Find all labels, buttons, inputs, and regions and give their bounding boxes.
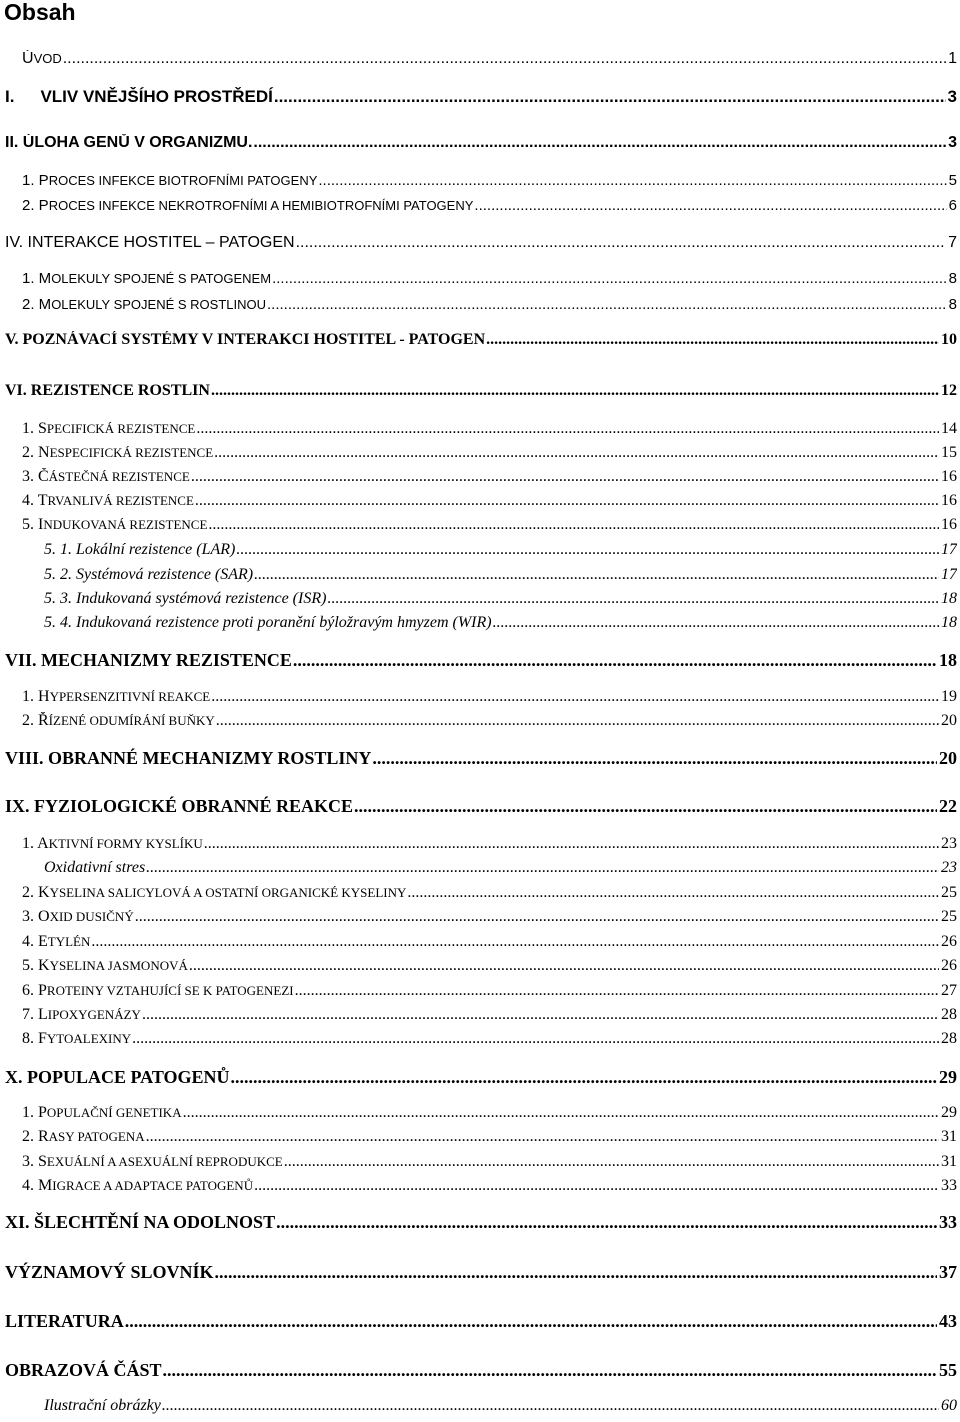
toc-entry-smallcaps: RVANLIVÁ REZISTENCE — [47, 493, 194, 508]
dot-leader — [182, 1104, 939, 1122]
toc-page-number: 55 — [939, 1360, 957, 1380]
dot-leader — [134, 908, 939, 926]
dot-leader — [145, 1128, 939, 1146]
toc-entry-section[interactable] — [22, 884, 957, 902]
toc-entry-initial: 1. P — [22, 1104, 47, 1121]
toc-entry-initial: 6. P — [22, 982, 47, 999]
toc-page-number: 8 — [948, 296, 957, 313]
toc-page-number: 16 — [941, 516, 957, 533]
toc-entry-smallcaps: XID DUSIČNÝ — [49, 909, 134, 924]
toc-page-number: 26 — [941, 957, 957, 974]
toc-page-number: 29 — [939, 1067, 957, 1087]
dot-leader — [190, 468, 939, 486]
toc-entry-smallcaps: ROTEINY VZTAHUJÍCÍ SE K PATOGENEZI — [46, 983, 294, 998]
toc-entry-initial: 2. K — [22, 884, 50, 901]
toc-entry-smallcaps: IGRACE A ADAPTACE PATOGENŮ — [52, 1178, 254, 1193]
toc-entry-subsection[interactable] — [44, 859, 957, 877]
dot-leader — [485, 331, 939, 349]
toc-entry-smallcaps: ROCES INFEKCE BIOTROFNÍMI PATOGENY — [48, 173, 318, 188]
toc-page-number: 18 — [941, 590, 957, 607]
dot-leader — [492, 614, 939, 632]
dot-leader — [275, 1212, 937, 1233]
toc-entry-smallcaps: OLEKULY SPOJENÉ S ROSTLINOU — [51, 297, 266, 312]
toc-entry-smallcaps: KTIVNÍ FORMY KYSLÍKU — [48, 836, 203, 851]
toc-page-number: 7 — [948, 234, 957, 251]
toc-entry-section[interactable] — [22, 712, 957, 730]
toc-entry-smallcaps: YSELINA SALICYLOVÁ A OSTATNÍ ORGANICKÉ KYSELINY — [49, 885, 407, 900]
dot-leader — [253, 1177, 939, 1195]
toc-subsection-title: 5. 4. Indukovaná rezistence proti poranění býložravým hmyzem (WIR) — [44, 614, 492, 631]
toc-entry-chapter-7[interactable] — [5, 650, 957, 671]
toc-page-number: 31 — [941, 1128, 957, 1145]
toc-entry-section[interactable] — [22, 1153, 957, 1171]
toc-chapter-title: VII. MECHANIZMY REZISTENCE — [5, 650, 292, 670]
toc-page-number: 20 — [939, 748, 957, 768]
toc-entry-initial: 1. M — [22, 270, 52, 287]
toc-page-number: 25 — [941, 884, 957, 901]
dot-leader — [473, 197, 946, 214]
toc-entry-subsection[interactable] — [44, 541, 957, 559]
toc-entry-initial: 4. M — [22, 1177, 53, 1194]
toc-entry-section[interactable] — [22, 270, 957, 287]
toc-chapter-title: OBRAZOVÁ ČÁST — [5, 1360, 162, 1380]
toc-entry-subsection[interactable] — [44, 590, 957, 608]
dot-leader — [141, 1006, 939, 1024]
toc-page-number: 18 — [939, 650, 957, 670]
toc-entry-initial: 3. O — [22, 908, 50, 925]
toc-page-number: 8 — [948, 270, 957, 287]
toc-chapter-title: IX. FYZIOLOGICKÉ OBRANNÉ REAKCE — [5, 796, 354, 816]
toc-page-number: 16 — [941, 492, 957, 509]
toc-entry-initial: 2. R — [22, 1128, 49, 1145]
toc-entry-chapter-5[interactable] — [5, 331, 957, 349]
toc-entry-section[interactable] — [22, 1006, 957, 1024]
toc-page-number: 23 — [941, 859, 957, 876]
dot-leader — [207, 516, 939, 534]
dot-leader — [145, 859, 939, 877]
toc-page-number: 5 — [948, 172, 957, 189]
dot-leader — [317, 172, 946, 189]
toc-entry-chapter-2[interactable] — [5, 134, 957, 152]
toc-chapter-title: X. POPULACE PATOGENŮ — [5, 1067, 230, 1087]
toc-chapter-title: VÝZNAMOVÝ SLOVNÍK — [5, 1262, 214, 1282]
toc-page-number: 19 — [941, 688, 957, 705]
toc-entry-smallcaps: ROCES INFEKCE NEKROTROFNÍMI A HEMIBIOTROFNÍMI PATOGENY — [48, 198, 474, 213]
toc-subsection-title: 5. 3. Indukovaná systémová rezistence (ISR) — [44, 590, 327, 607]
dot-leader — [194, 492, 939, 510]
toc-chapter-title: XI. ŠLECHTĚNÍ NA ODOLNOST — [5, 1212, 276, 1232]
toc-entry-section[interactable] — [22, 444, 957, 462]
toc-entry-initial: 1. P — [22, 172, 49, 189]
dot-leader — [124, 1311, 937, 1332]
toc-entry-initial: 2. Ř — [22, 712, 49, 729]
toc-page-number: 22 — [939, 796, 957, 816]
toc-entry-initial: 2. N — [22, 444, 50, 461]
toc-page-number: 14 — [941, 420, 957, 437]
dot-leader — [188, 957, 939, 975]
toc-page-number: 3 — [947, 87, 957, 106]
toc-entry-section[interactable] — [22, 1128, 957, 1146]
dot-leader — [253, 566, 939, 584]
dot-leader — [294, 982, 939, 1000]
toc-page-number: 18 — [941, 614, 957, 631]
toc-entry-chapter-4[interactable] — [5, 234, 957, 252]
toc-entry-smallcaps: PECIFICKÁ REZISTENCE — [46, 421, 196, 436]
dot-leader — [266, 296, 947, 313]
toc-entry-initial: 3. Č — [22, 468, 49, 485]
toc-page-number: 33 — [939, 1212, 957, 1232]
toc-entry-smallcaps: TYLÉN — [47, 934, 91, 949]
toc-entry-section[interactable] — [22, 688, 957, 706]
toc-entry-initial: 4. T — [22, 492, 48, 509]
toc-subsection-title: Oxidativní stres — [44, 859, 146, 876]
toc-entry-initial: 2. M — [22, 296, 52, 313]
dot-leader — [230, 1067, 937, 1088]
toc-entry-section[interactable] — [22, 420, 957, 438]
toc-page-number: 28 — [941, 1006, 957, 1023]
toc-entry-chapter-10[interactable] — [5, 1067, 957, 1088]
dot-leader — [295, 234, 947, 252]
toc-subsection-title: 5. 2. Systémová rezistence (SAR) — [44, 566, 254, 583]
dot-leader — [161, 1397, 939, 1415]
toc-page-number: 29 — [941, 1104, 957, 1121]
toc-page-number: 1 — [948, 50, 957, 67]
toc-entry-smallcaps: OPULAČNÍ GENETIKA — [46, 1105, 182, 1120]
dot-leader — [271, 270, 947, 287]
toc-page-number: 17 — [941, 541, 957, 558]
toc-entry-subsection[interactable] — [44, 1397, 957, 1415]
dot-leader — [353, 796, 937, 817]
dot-leader — [273, 87, 946, 107]
toc-entry-section[interactable] — [22, 1177, 957, 1195]
toc-entry-section[interactable] — [22, 982, 957, 1000]
toc-page-number: 60 — [941, 1397, 957, 1414]
toc-page-number: 17 — [941, 566, 957, 583]
toc-entry-literature[interactable] — [5, 1311, 957, 1332]
toc-entry-section[interactable] — [22, 296, 957, 313]
dot-leader — [252, 134, 946, 152]
dot-leader — [62, 50, 946, 68]
toc-entry-chapter-11[interactable] — [5, 1212, 957, 1233]
toc-subsection-title: Ilustrační obrázky — [44, 1397, 161, 1414]
toc-entry-chapter-8[interactable] — [5, 748, 957, 769]
toc-page-number: 33 — [941, 1177, 957, 1194]
dot-leader — [371, 748, 937, 769]
toc-entry-smallcaps: EXUÁLNÍ A ASEXUÁLNÍ REPRODUKCE — [46, 1154, 283, 1169]
toc-entry-initial: 1. H — [22, 688, 50, 705]
toc-page-number: 31 — [941, 1153, 957, 1170]
toc-entry-initial: Ú — [22, 50, 34, 67]
toc-page-number: 10 — [941, 331, 957, 348]
toc-page-number: 43 — [939, 1311, 957, 1331]
toc-entry-smallcaps: YSELINA JASMONOVÁ — [49, 958, 188, 973]
toc-chapter-title: IV. INTERAKCE HOSTITEL – PATOGEN — [5, 234, 295, 251]
toc-entry-smallcaps: ÁSTEČNÁ REZISTENCE — [48, 469, 190, 484]
toc-chapter-title: V. POZNÁVACÍ SYSTÉMY V INTERAKCI HOSTITEL - PATOGEN — [5, 331, 486, 348]
toc-entry-initial: 4. E — [22, 933, 48, 950]
toc-entry-chapter-9[interactable] — [5, 796, 957, 817]
toc-page-number: 16 — [941, 468, 957, 485]
toc-page-number: 20 — [941, 712, 957, 729]
toc-entry-smallcaps: IPOXYGENÁZY — [47, 1007, 141, 1022]
toc-page-number: 15 — [941, 444, 957, 461]
toc-entry-section[interactable] — [22, 492, 957, 510]
toc-entry-initial: 3. S — [22, 1153, 47, 1170]
toc-page-number: 25 — [941, 908, 957, 925]
toc-entry-smallcaps: VOD — [33, 51, 62, 66]
toc-page-number: 12 — [941, 382, 957, 399]
dot-leader — [195, 420, 939, 438]
toc-entry-section[interactable] — [22, 172, 957, 189]
toc-chapter-title: VIII. OBRANNÉ MECHANIZMY ROSTLINY — [5, 748, 372, 768]
toc-subsection-title: 5. 1. Lokální rezistence (LAR) — [44, 541, 236, 558]
toc-entry-initial: 7. L — [22, 1006, 48, 1023]
toc-chapter-number: I. — [5, 87, 15, 106]
toc-entry-smallcaps: OLEKULY SPOJENÉ S PATOGENEM — [51, 271, 272, 286]
dot-leader — [214, 1262, 937, 1283]
dot-leader — [406, 884, 939, 902]
toc-entry-subsection[interactable] — [44, 614, 957, 632]
toc-entry-initial: 1. A — [22, 835, 49, 852]
toc-page-number: 6 — [948, 197, 957, 214]
toc-entry-smallcaps: ÍZENÉ ODUMÍRÁNÍ BUŇKY — [48, 713, 215, 728]
dot-leader — [213, 444, 939, 462]
toc-entry-section[interactable] — [22, 516, 957, 534]
dot-leader — [326, 590, 939, 608]
toc-entry-smallcaps: YPERSENZITIVNÍ REAKCE — [49, 689, 211, 704]
dot-leader — [210, 688, 939, 706]
toc-page-number: 28 — [941, 1030, 957, 1047]
toc-page-number: 27 — [941, 982, 957, 999]
toc-entry-smallcaps: YTOALEXINY — [46, 1031, 132, 1046]
dot-leader — [90, 933, 939, 951]
toc-entry-section[interactable] — [22, 908, 957, 926]
toc-entry-section[interactable] — [22, 1030, 957, 1048]
toc-entry-section[interactable] — [22, 933, 957, 951]
toc-entry-section[interactable] — [22, 957, 957, 975]
toc-page-number: 23 — [941, 835, 957, 852]
toc-page-number: 3 — [948, 134, 957, 151]
toc-entry-smallcaps: NDUKOVANÁ REZISTENCE — [43, 517, 208, 532]
toc-chapter-title: VLIV VNĚJŠÍHO PROSTŘEDÍ — [40, 87, 273, 106]
toc-page-number: 37 — [939, 1262, 957, 1282]
toc-entry-glossary[interactable] — [5, 1262, 957, 1283]
dot-leader — [162, 1360, 937, 1381]
toc-entry-initial: 8. F — [22, 1030, 47, 1047]
toc-entry-subsection[interactable] — [44, 566, 957, 584]
dot-leader — [210, 382, 939, 400]
toc-entry-section[interactable] — [22, 468, 957, 486]
dot-leader — [203, 835, 939, 853]
dot-leader — [292, 650, 937, 671]
toc-chapter-title: VI. REZISTENCE ROSTLIN — [5, 382, 210, 399]
toc-entry-initial: 5. K — [22, 957, 50, 974]
dot-leader — [215, 712, 939, 730]
toc-entry-chapter-1[interactable] — [5, 87, 957, 107]
toc-entry-smallcaps: ASY PATOGENA — [48, 1129, 145, 1144]
toc-entry-chapter-6[interactable] — [5, 382, 957, 400]
dot-leader — [283, 1153, 939, 1171]
toc-entry-section[interactable] — [22, 1104, 957, 1122]
dot-leader — [235, 541, 939, 559]
toc-chapter-title: II. ÚLOHA GENŮ V ORGANIZMU. — [5, 134, 253, 151]
page-title: Obsah — [4, 0, 76, 25]
toc-entry-initial: 1. S — [22, 420, 47, 437]
toc-entry-uvod[interactable] — [22, 50, 957, 68]
toc-chapter-title: LITERATURA — [5, 1311, 124, 1331]
toc-entry-smallcaps: ESPECIFICKÁ REZISTENCE — [49, 445, 214, 460]
toc-entry-section[interactable] — [22, 197, 957, 214]
dot-leader — [131, 1030, 939, 1048]
toc-entry-image-section[interactable] — [5, 1360, 957, 1381]
toc-entry-initial: 2. P — [22, 197, 49, 214]
toc-page-number: 26 — [941, 933, 957, 950]
toc-entry-initial: 5. I — [22, 516, 44, 533]
toc-entry-section[interactable] — [22, 835, 957, 853]
